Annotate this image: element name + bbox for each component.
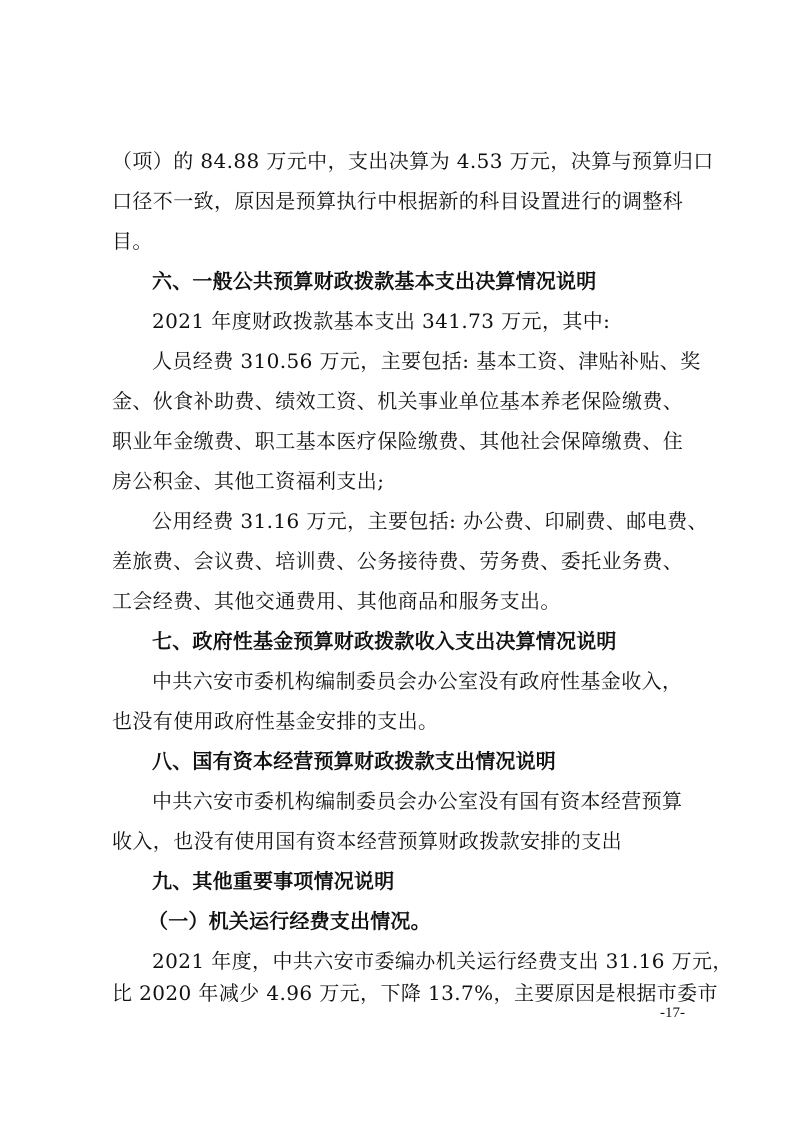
paragraph-line: 目。	[112, 229, 153, 253]
paragraph-line: 公用经费 31.16 万元，主要包括: 办公费、印刷费、邮电费、	[152, 509, 708, 533]
paragraph-line: 口径不一致，原因是预算执行中根据新的科目设置进行的调整科	[112, 189, 684, 213]
paragraph-line: 2021 年度财政拨款基本支出 341.73 万元，其中:	[152, 309, 611, 333]
section-heading-seven: 七、政府性基金预算财政拨款收入支出决算情况说明	[152, 629, 617, 653]
paragraph-line: 工会经费、其他交通费用、其他商品和服务支出。	[112, 589, 561, 613]
section-heading-nine: 九、其他重要事项情况说明	[152, 869, 395, 893]
paragraph-line: 也没有使用政府性基金安排的支出。	[112, 709, 439, 733]
paragraph-line: 职业年金缴费、职工基本医疗保险缴费、其他社会保障缴费、住	[112, 429, 684, 453]
paragraph-line: 中共六安市委机构编制委员会办公室没有政府性基金收入，	[152, 669, 683, 693]
paragraph-line: 收入，也没有使用国有资本经营预算财政拨款安排的支出	[112, 829, 622, 853]
subsection-heading: （一）机关运行经费支出情况。	[148, 909, 431, 933]
section-heading-six: 六、一般公共预算财政拨款基本支出决算情况说明	[152, 269, 597, 293]
paragraph-line: 中共六安市委机构编制委员会办公室没有国有资本经营预算	[152, 789, 683, 813]
paragraph-line: 比 2020 年减少 4.96 万元，下降 13.7%，主要原因是根据市委市	[112, 981, 718, 1005]
paragraph-line: 2021 年度，中共六安市委编办机关运行经费支出 31.16 万元，	[152, 949, 733, 973]
paragraph-line: 人员经费 310.56 万元，主要包括: 基本工资、津贴补贴、奖	[152, 349, 701, 373]
page-number: -17-	[660, 1005, 685, 1021]
paragraph-line: （项）的 84.88 万元中，支出决算为 4.53 万元，决算与预算归口	[112, 149, 714, 173]
paragraph-line: 差旅费、会议费、培训费、公务接待费、劳务费、委托业务费、	[112, 549, 684, 573]
paragraph-line: 房公积金、其他工资福利支出;	[112, 469, 385, 493]
paragraph-line: 金、伙食补助费、绩效工资、机关事业单位基本养老保险缴费、	[112, 389, 684, 413]
section-heading-eight: 八、国有资本经营预算财政拨款支出情况说明	[152, 749, 556, 773]
